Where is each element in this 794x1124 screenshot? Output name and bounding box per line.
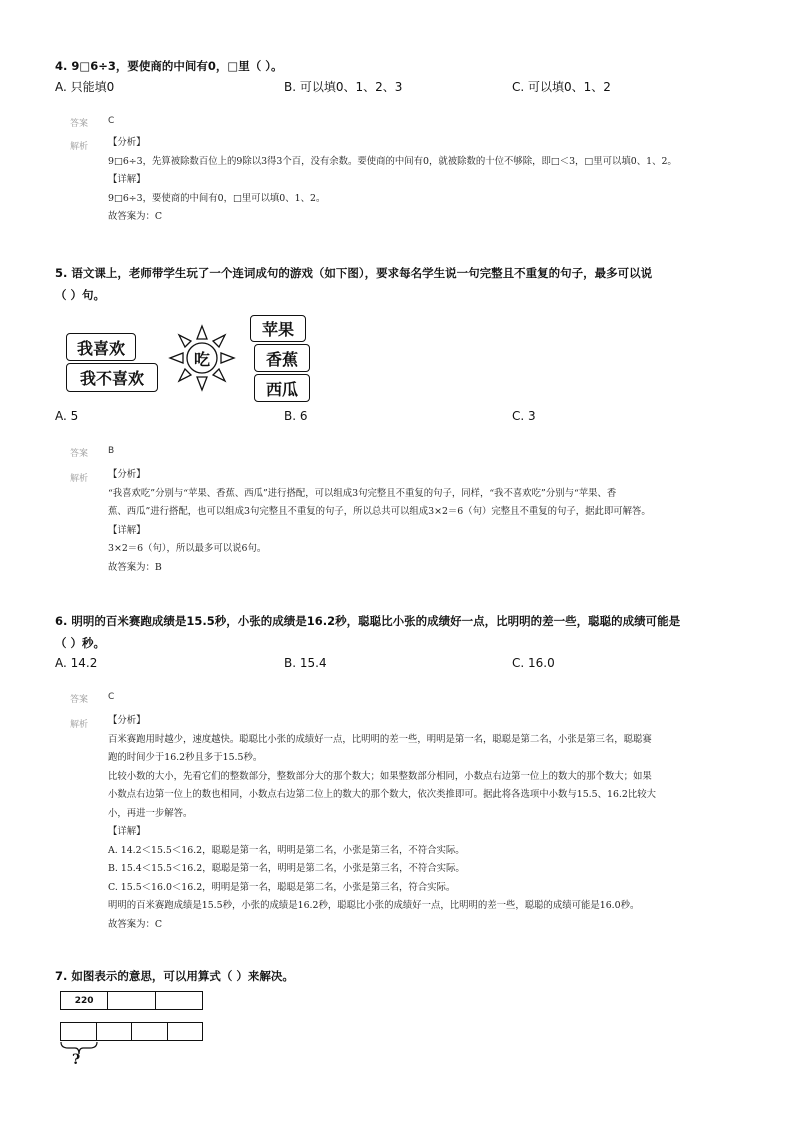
question-7-title: 7. 如图表示的意思，可以用算式（ ）来解决。 [55, 969, 294, 983]
option-c[interactable]: C. 3 [512, 409, 536, 423]
question-6-title-line1: 6. 明明的百米赛跑成绩是15.5秒，小张的成绩是16.2秒，聪聪比小张的成绩好一点，比明明的差一些，聪聪的成绩可能是 [55, 614, 681, 628]
top-bar-segment [108, 992, 155, 1009]
analysis-line: 【分析】 [108, 469, 146, 480]
analysis-line: 【详解】 [108, 174, 146, 185]
analysis-line: 9□6÷3，先算被除数百位上的9除以3得3个百，没有余数。要使商的中间有0，就被除数的十位不够除，即□＜3，□里可以填0、1、2。 [108, 155, 677, 167]
analysis-line: 【分析】 [108, 137, 146, 148]
answer-label: 答案 [70, 449, 89, 459]
question-5-title-line2: （ ）句。 [55, 288, 106, 302]
bottom-bar-segment [97, 1023, 133, 1040]
top-bar-segment [156, 992, 202, 1009]
word-box-left: 我不喜欢 [66, 363, 158, 392]
analysis-line: C. 15.5＜16.0＜16.2，明明是第一名，聪聪是第二名，小张是第三名，符合实际。 [108, 881, 456, 893]
question-4-options [55, 78, 755, 94]
question-5-options [55, 409, 755, 425]
question-6-options [55, 656, 755, 672]
question-4-title: 4. 9□6÷3，要使商的中间有0，□里（ ）。 [55, 59, 283, 73]
analysis-line: 3×2＝6（句），所以最多可以说6句。 [108, 543, 267, 554]
option-b[interactable]: B. 6 [284, 409, 308, 423]
analysis-line: A. 14.2＜15.5＜16.2，聪聪是第一名，明明是第二名，小张是第三名，不符合实际。 [108, 844, 465, 856]
question-6-title-line2: （ ）秒。 [55, 636, 106, 650]
analysis-body [108, 466, 728, 577]
analysis-line: 蕉、西瓜”进行搭配，也可以组成3句完整且不重复的句子，所以总共可以组成3×2＝6（句）完整且不重复的句子，据此即可解答。 [108, 506, 651, 517]
bottom-bar-segment [132, 1023, 168, 1040]
analysis-label: 解析 [70, 142, 89, 152]
analysis-line: 跑的时间少于16.2秒且多于15.5秒。 [108, 752, 263, 763]
analysis-line: 【分析】 [108, 715, 146, 726]
analysis-line: 【详解】 [108, 826, 146, 837]
answer-value: C [108, 692, 115, 702]
analysis-body [108, 134, 728, 227]
analysis-line: 【详解】 [108, 524, 146, 536]
word-box-right: 苹果 [250, 315, 306, 342]
option-c[interactable]: C. 可以填0、1、2 [512, 80, 611, 94]
option-a[interactable]: A. 5 [55, 409, 79, 423]
center-word: 吃 [193, 349, 210, 369]
analysis-line: B. 15.4＜15.5＜16.2，聪聪是第一名，明明是第二名，小张是第三名，不符合实际。 [108, 863, 465, 874]
analysis-label: 解析 [70, 474, 89, 484]
top-bar [60, 991, 203, 1010]
analysis-line: 小，再进一步解答。 [108, 807, 193, 819]
top-bar-segment: 220 [61, 992, 108, 1009]
answer-label: 答案 [70, 695, 89, 705]
word-box-left: 我喜欢 [66, 333, 136, 361]
analysis-line: 明明的百米赛跑成绩是15.5秒，小张的成绩是16.2秒，聪聪比小张的成绩好一点，比明明的差一些，聪聪的成绩可能是16.0秒。 [108, 900, 640, 911]
bottom-bar-segment [61, 1023, 97, 1040]
analysis-line: 故答案为：C [108, 918, 163, 930]
option-b[interactable]: B. 15.4 [284, 656, 327, 670]
option-b[interactable]: B. 可以填0、1、2、3 [284, 80, 403, 94]
analysis-line: 9□6÷3，要使商的中间有0，□里可以填0、1、2。 [108, 192, 326, 204]
option-c[interactable]: C. 16.0 [512, 656, 555, 670]
analysis-line: 故答案为：B [108, 561, 162, 573]
answer-label: 答案 [70, 119, 89, 129]
analysis-line: “我喜欢吃”分别与“苹果、香蕉、西瓜”进行搭配，可以组成3句完整且不重复的句子，同样，“我不喜欢吃”分别与“苹果、香 [108, 487, 617, 499]
analysis-body [108, 712, 728, 934]
analysis-line: 小数点右边第一位上的数也相同，小数点右边第二位上的数大的那个数大，依次类推即可。据此将各选项中小数与15.5、16.2比较大 [108, 789, 657, 800]
bottom-bar-segment [168, 1023, 203, 1040]
analysis-line: 故答案为：C [108, 211, 163, 222]
answer-value: C [108, 116, 115, 126]
analysis-label: 解析 [70, 720, 89, 730]
question-5-title-line1: 5. 语文课上，老师带学生玩了一个连词成句的游戏（如下图），要求每名学生说一句完整且不重复的句子，最多可以说 [55, 266, 653, 280]
option-a[interactable]: A. 只能填0 [55, 80, 115, 94]
option-a[interactable]: A. 14.2 [55, 656, 98, 670]
word-box-right: 香蕉 [254, 344, 310, 372]
analysis-line: 比较小数的大小，先看它们的整数部分，整数部分大的那个数大；如果整数部分相同，小数点右边第一位上的数大的那个数大；如果 [108, 770, 652, 782]
word-box-right: 西瓜 [254, 374, 310, 402]
bottom-bar [60, 1022, 203, 1041]
analysis-line: 百米赛跑用时越少，速度越快。聪聪比小张的成绩好一点，比明明的差一些，明明是第一名，聪聪是第二名，小张是第三名，聪聪赛 [108, 733, 652, 745]
answer-value: B [108, 446, 115, 456]
question-mark: ? [72, 1052, 81, 1068]
